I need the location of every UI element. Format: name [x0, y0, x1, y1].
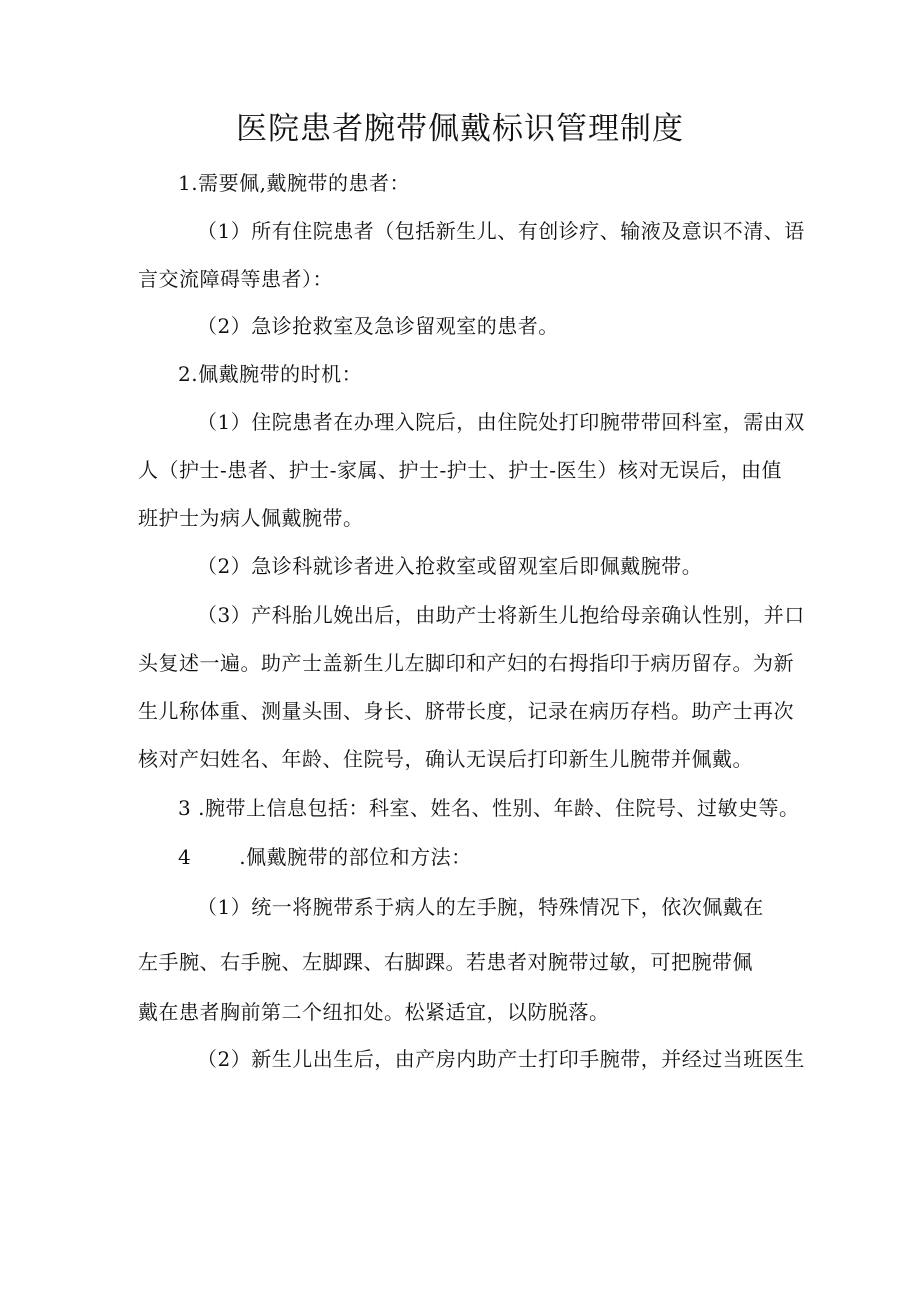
- section-2-item-3-cont: 核对产妇姓名、年龄、住院号，确认无误后打印新生儿腕带并佩戴。: [138, 747, 753, 771]
- section-3-heading: 3 .腕带上信息包括：科室、姓名、性别、年龄、住院号、过敏史等。: [178, 796, 800, 820]
- section-1-heading: 1.需要佩,戴腕带的患者：: [178, 171, 410, 195]
- section-4-item-1-cont: 戴在患者胸前第二个纽扣处。松紧适宜，以防脱落。: [138, 1000, 610, 1024]
- section-4-item-2: （2）新生儿出生后，由产房内助产士打印手腕带，并经过当班医生: [197, 1047, 805, 1071]
- section-4-item-1-cont: 左手腕、右手腕、左脚踝、右脚踝。若患者对腕带过敏，可把腕带佩: [138, 950, 753, 974]
- section-1-item-1: （1）所有住院患者（包括新生儿、有创诊疗、输液及意识不清、语: [197, 219, 805, 243]
- section-1-item-1-cont: 言交流障碍等患者）：: [138, 267, 333, 291]
- section-2-item-2: （2）急诊科就诊者进入抢救室或留观室后即佩戴腕带。: [197, 554, 703, 578]
- section-2-heading: 2.佩戴腕带的时机：: [178, 362, 363, 386]
- section-4-heading: 4 .佩戴腕带的部位和方法：: [178, 845, 472, 869]
- section-4-item-1: （1）统一将腕带系于病人的左手腕，特殊情况下，依次佩戴在: [197, 895, 764, 919]
- section-2-item-3-cont: 头复述一遍。助产士盖新生儿左脚印和产妇的右拇指印于病历留存。为新: [138, 651, 794, 675]
- document-title: 医院患者腕带佩戴标识管理制度: [236, 111, 684, 147]
- section-2-item-1-cont: 班护士为病人佩戴腕带。: [138, 506, 364, 530]
- section-1-item-2: （2）急诊抢救室及急诊留观室的患者。: [197, 314, 559, 338]
- section-2-item-3: （3）产科胎儿娩出后，由助产士将新生儿抱给母亲确认性别，并口: [197, 603, 805, 627]
- section-2-item-1-cont: 人（护士-患者、护士-家属、护士-护士、护士-医生）核对无误后，由值: [138, 458, 783, 482]
- section-2-item-1: （1）住院患者在办理入院后，由住院处打印腕带带回科室，需由双: [197, 410, 805, 434]
- section-2-item-3-cont: 生儿称体重、测量头围、身长、脐带长度，记录在病历存档。助产士再次: [138, 699, 794, 723]
